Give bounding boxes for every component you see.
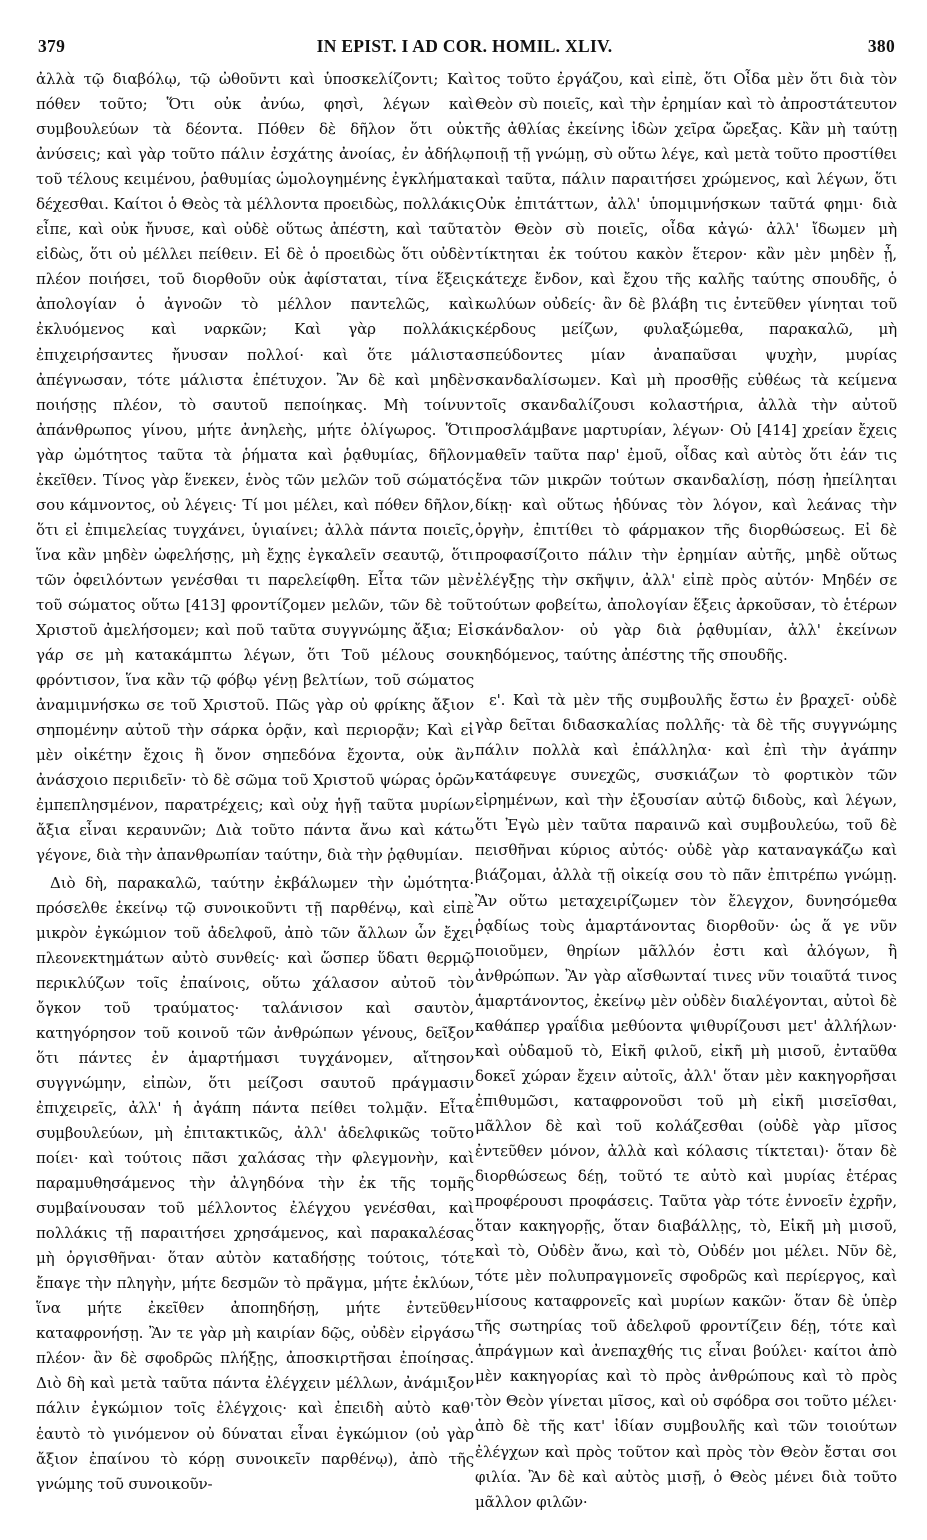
paragraph: τος τοῦτο ἐργάζου, καὶ εἰπὲ, ὅτι Οἶδα μὲν ὅτι διὰ τὸν Θεὸν σὺ ποιεῖς, καὶ τὴν ἐρημίαν καὶ τὸ ἀπροστάτευτον τῆς ἀθλίας ἐκείνης ἰδὼν χεῖρα ὤρεξας. Κἂν μὴ ταύτῃ ποιῇ τῇ γνώμῃ, σὺ οὕτω λέγε, καὶ μετὰ τοῦτο προστίθει καὶ ταῦτα, πάλιν παραιτήσει χρώμενος, καὶ λέγων, ὅτι Οὐκ ἐπιτάττων, ἀλλ' ὑπομιμνήσκων ταῦτά φημι· διὰ τὸν Θεὸν σὺ ποιεῖς, οἶδα κἀγώ· ἀλλ' ἴδωμεν μὴ τίκτηται ἐκ τούτου κακὸν ἕτερον· κἂν μὲν μηδὲν ᾖ, κάτεχε ἔνδον, καὶ ἔχου τῆς καλῆς ταύτης σπουδῆς, ὁ κωλύων οὐδείς· ἂν δὲ βλάβη τις ἐντεῦθεν γίνηται τοῦ κέρδους μείζων, φυλαξώμεθα, παρακαλῶ, μὴ σπεύδοντες μίαν ἀναπαῦσαι ψυχὴν, μυρίας σκανδαλίσωμεν. Καὶ μὴ προσθῇς εὐθέως τὰ κείμενα τοῖς σκανδαλίζουσι κολαστήρια, ἀλλὰ τὴν αὐτοῦ προσλάμβανε μαρτυρίαν, λέγων· Οὐ [414] χρείαν ἔχεις μαθεῖν ταῦτα παρ' ἐμοῦ, οἶδας καὶ αὐτὸς ὅτι ἐάν τις ἕνα τῶν μικρῶν τούτων σκανδαλίσῃ, πόσῃ ἠπείληται δίκῃ· καὶ οὕτως ἡδύνας τὸν λόγον, καὶ λεάνας τὴν ὀργὴν, ἐπιτίθει τὸ φάρμακον τῆς διορθώσεως. Εἰ δὲ προφασίζοιτο πάλιν τὴν ἐρημίαν αὐτῆς, μηδὲ οὕτως ἐλέγξῃς τὴν σκῆψιν, ἀλλ' εἰπὲ πρὸς αὐτόν· Μηδέν σε τούτων φοβείτω, ἀπολογίαν ἕξεις ἀρκοῦσαν, τὸ ἑτέρων σκάνδαλον· οὐ γὰρ διὰ ῥᾳθυμίαν, ἀλλ' ἐκείνων κηδόμενος, ταύτης ἀπέστης τῆς σπουδῆς. <box>475 70 897 665</box>
page-number-left: 379 <box>38 36 66 56</box>
paragraph-section-5: ε'. Καὶ τὰ μὲν τῆς συμβουλῆς ἔστω ἐν βραχεῖ· οὐδὲ γὰρ δεῖται διδασκαλίας πολλῆς· τὰ δὲ τῆς συγγνώμης πάλιν πολλὰ καὶ ἐπάλληλα· καὶ ἐπὶ τὴν ἀγάπην κατάφευγε συνεχῶς, συσκιάζων τὸ φορτικὸν τῶν εἰρημένων, καὶ τὴν ἐξουσίαν αὐτῷ διδοὺς, καὶ λέγων, ὅτι Ἐγὼ μὲν ταῦτα παραινῶ καὶ συμβουλεύω, τοῦ δὲ πεισθῆναι κύριος αὐτός· οὐδὲ γὰρ καταναγκάζω καὶ βιάζομαι, ἀλλὰ τῇ οἰκείᾳ σου τὸ πᾶν ἐπιτρέπω γνώμῃ. Ἂν οὕτω μεταχειρίζωμεν τὸν ἔλεγχον, δυνησόμεθα ῥᾳδίως τοὺς ἁμαρτάνοντας διορθοῦν· ὡς ἅ γε νῦν ποιοῦμεν, θηρίων μᾶλλόν ἐστι καὶ ἀλόγων, ἢ ἀνθρώπων. Ἂν γὰρ αἴσθωνταί τινες νῦν τοιαῦτά τινος ἁμαρτάνοντος, ἐκείνῳ μὲν οὐδὲν διαλέγονται, αὐτοὶ δὲ καθάπερ γραΐδια μεθύοντα ψιθυρίζουσι μετ' ἀλλήλων· καὶ οὐδαμοῦ τὸ, Εἰκῆ φιλοῦ, εἰκῆ μὴ μισοῦ, ἐνταῦθα δοκεῖ χώραν ἔχειν αὐτοῖς, ἀλλ' ὅταν μὲν κακηγορῆσαι ἐπιθυμῶσι, καταφρονοῦσι τοῦ μὴ εἰκῆ μισεῖσθαι, μᾶλλον δὲ καὶ τοῦ κολάζεσθαι (οὐδὲ γὰρ μῖσος ἐντεῦθεν μόνον, ἀλλὰ καὶ κόλασις τίκτεται)· ὅταν δὲ διορθώσεως δέῃ, τοῦτό τε αὐτὸ καὶ μυρίας ἑτέρας προφέρουσι προφάσεις. Ταῦτα γὰρ τότε ἐννοεῖν ἐχρῆν, ὅταν κακηγορῇς, ὅταν διαβάλλῃς, τὸ, Εἰκῆ μὴ μισοῦ, καὶ τὸ, Οὐδὲν ἄνω, καὶ τὸ, Οὐδέν μοι μέλει. Νῦν δὲ, τότε μὲν πολυπραγμονεῖς σφοδρῶς καὶ περίεργος, καὶ μίσους καταφρονεῖς καὶ μυρίων κακῶν· ὅταν δὲ ὑπὲρ τῆς σωτηρίας τοῦ ἀδελφοῦ φροντίζειν δέῃ, τότε καὶ ἀπράγμων καὶ ἀνεπαχθής τις εἶναι βούλει· καίτοι ἀπὸ μὲν κακηγορίας καὶ τὸ πρὸς ἀνθρώπους καὶ τὸ πρὸς τὸν Θεὸν γίνεται μῖσος, καὶ οὐ σφόδρα σοι τοῦτο μέλει· ἀπὸ δὲ τῆς κατ' ἰδίαν συμβουλῆς καὶ τῶν τοιούτων ἐλέγχων καὶ πρὸς τοῦτον καὶ πρὸς τὸν Θεὸν ἔσται σοι φιλία. Ἂν δὲ καὶ αὐτὸς μισῇ, ὁ Θεὸς μένει διὰ τοῦτο μᾶλλον φιλῶν· <box>475 691 897 1511</box>
left-column <box>36 67 474 1497</box>
right-column <box>475 67 897 1515</box>
paragraph: ἀλλὰ τῷ διαβόλῳ, τῷ ὠθοῦντι καὶ ὑποσκελίζοντι; Καὶ πόθεν τοῦτο; Ὅτι οὐκ ἀνύω, φησὶ, λέγων καὶ συμβουλεύων τὰ δέοντα. Πόθεν δὲ δῆλον ὅτι οὐκ ἀνύσεις; καὶ γὰρ τοῦτο πάλιν ἐσχάτης ἀνοίας, ἐν ἀδήλῳ τοῦ τέλους κειμένου, ῥαθυμίας ὡμολογημένης ἐγκλήματα δέχεσθαι. Καίτοι ὁ Θεὸς τὰ μέλλοντα προειδὼς, πολλάκις εἶπε, καὶ οὐκ ἤνυσε, καὶ οὐδὲ οὕτως ἀπέστη, καὶ ταῦτα εἰδὼς, ὅτι οὐ μέλλει πείθειν. Εἰ δὲ ὁ προειδὼς ὅτι οὐδὲν πλέον ποιήσει, τοῦ διορθοῦν οὐκ ἀφίσταται, τίνα ἕξεις ἀπολογίαν ὁ ἀγνοῶν τὸ μέλλον παντελῶς, καὶ ἐκλυόμενος καὶ ναρκῶν; Καὶ γὰρ πολλάκις ἐπιχειρήσαντες ἤνυσαν πολλοί· καὶ ὅτε μάλιστα ἀπέγνωσαν, τότε μάλιστα ἐπέτυχον. Ἂν δὲ καὶ μηδὲν ποιήσῃς πλέον, τὸ σαυτοῦ πεποίηκας. Μὴ τοίνυν ἀπάνθρωπος γίνου, μήτε ἀνηλεὴς, μήτε ὀλίγωρος. Ὅτι γὰρ ὠμότητος ταῦτα τὰ ῥήματα καὶ ῥᾳθυμίας, δῆλον ἐκεῖθεν. Τίνος γὰρ ἕνεκεν, ἑνὸς τῶν μελῶν τοῦ σώματός σου κάμνοντος, οὐ λέγεις· Τί μοι μέλει, καὶ πόθεν δῆλον, ὅτι εἰ ἐπιμελείας τυγχάνει, ὑγιαίνει; ἀλλὰ πάντα ποιεῖς, ἵνα κἂν μηδὲν ὠφελήσῃς, μὴ ἔχῃς ἐγκαλεῖν σεαυτῷ, ὅτι τῶν ὀφειλόντων γενέσθαι τι παρελείφθη. Εἶτα τῶν μὲν τοῦ σώματος οὕτω [413] φροντίζομεν μελῶν, τῶν δὲ τοῦ Χριστοῦ ἀμελήσομεν; καὶ ποῦ ταῦτα συγγνώμης ἄξια; Εἰ γάρ σε μὴ κατακάμπτω λέγων, ὅτι Τοῦ μέλους σου φρόντισον, ἵνα κἂν τῷ φόβῳ γένῃ βελτίων, τοῦ σώματος ἀναμιμνήσκω σε τοῦ Χριστοῦ. Πῶς γὰρ οὐ φρίκης ἄξιον σηπομένην αὐτοῦ τὴν σάρκα ὁρᾷν, καὶ περιορᾷν; Καὶ εἰ μὲν οἰκέτην ἔχοις ἢ ὄνον σηπεδόνα ἔχοντα, οὐκ ἂν ἀνάσχοιο περιιδεῖν· τὸ δὲ σῶμα τοῦ Χριστοῦ ψώρας ὁρῶν ἐμπεπλησμένον, παρατρέχεις; καὶ οὐχ ἡγῇ ταῦτα μυρίων ἄξια εἶναι κεραυνῶν; Διὰ τοῦτο πάντα ἄνω καὶ κάτω γέγονε, διὰ τὴν ἀπανθρωπίαν ταύτην, διὰ τὴν ῥᾳθυμίαν. <box>36 70 474 865</box>
section-gap <box>475 668 897 688</box>
paragraph: Διὸ δὴ, παρακαλῶ, ταύτην ἐκβάλωμεν τὴν ὠμότητα· πρόσελθε ἐκείνῳ τῷ συνοικοῦντι τῇ παρθένῳ, καὶ εἰπὲ μικρὸν ἐγκώμιον τοῦ ἀδελφοῦ, ἀπὸ τῶν ἄλλων ὧν ἔχει πλεονεκτημάτων αὐτὸ συνθείς· καὶ ὥσπερ ὕδατι θερμῷ περικλύζων τοῖς ἐπαίνοις, οὕτω χάλασον αὐτοῦ τὸν ὄγκον τοῦ τραύματος· ταλάνισον καὶ σαυτὸν, κατηγόρησον τοῦ κοινοῦ τῶν ἀνθρώπων γένους, δεῖξον ὅτι πάντες ἐν ἁμαρτήμασι τυγχάνομεν, αἴτησον συγγνώμην, εἰπὼν, ὅτι μείζοσι σαυτοῦ πράγμασιν ἐπιχειρεῖς, ἀλλ' ἡ ἀγάπη πάντα πείθει τολμᾷν. Εἶτα συμβουλεύων, μὴ ἐπιτακτικῶς, ἀλλ' ἀδελφικῶς τοῦτο ποίει· καὶ τούτοις πᾶσι χαλάσας τὴν φλεγμονὴν, καὶ παραμυθησάμενος τὴν ἀλγηδόνα τὴν ἐκ τῆς τομῆς συμβαίνουσαν τοῦ μέλλοντος ἐλέγχου γενέσθαι, καὶ πολλάκις τῇ παραιτήσει χρησάμενος, καὶ παρακαλέσας μὴ ὀργισθῆναι· ὅταν αὐτὸν καταδήσῃς τούτοις, τότε ἔπαγε τὴν πληγὴν, μήτε δεσμῶν τὸ πρᾶγμα, μήτε ἐκλύων, ἵνα μήτε ἐκεῖθεν ἀποπηδήσῃ, μήτε ἐντεῦθεν καταφρονήσῃ. Ἂν τε γὰρ μὴ καιρίαν δῷς, οὐδὲν εἰργάσω πλέον· ἂν δὲ σφοδρῶς πλήξῃς, ἀποσκιρτῆσαι ἐποίησας. Διὸ δὴ καὶ μετὰ ταῦτα πάντα ἐλέγχειν μέλλων, ἀνάμιξον πάλιν ἐγκώμιον τοῖς ἐλέγχοις· καὶ ἐπειδὴ αὐτὸ καθ' ἑαυτὸ τὸ γινόμενον οὐ δύναται εἶναι ἐγκώμιον (οὐ γὰρ ἄξιον ἐπαίνου τὸ κόρῃ συνοικεῖν παρθένῳ), ἀπὸ τῆς γνώμης τοῦ συνοικοῦν- <box>36 873 474 1493</box>
running-header <box>28 36 901 60</box>
running-title: IN EPIST. I AD COR. HOMIL. XLIV. <box>316 36 613 56</box>
page-number-right: 380 <box>867 36 895 56</box>
